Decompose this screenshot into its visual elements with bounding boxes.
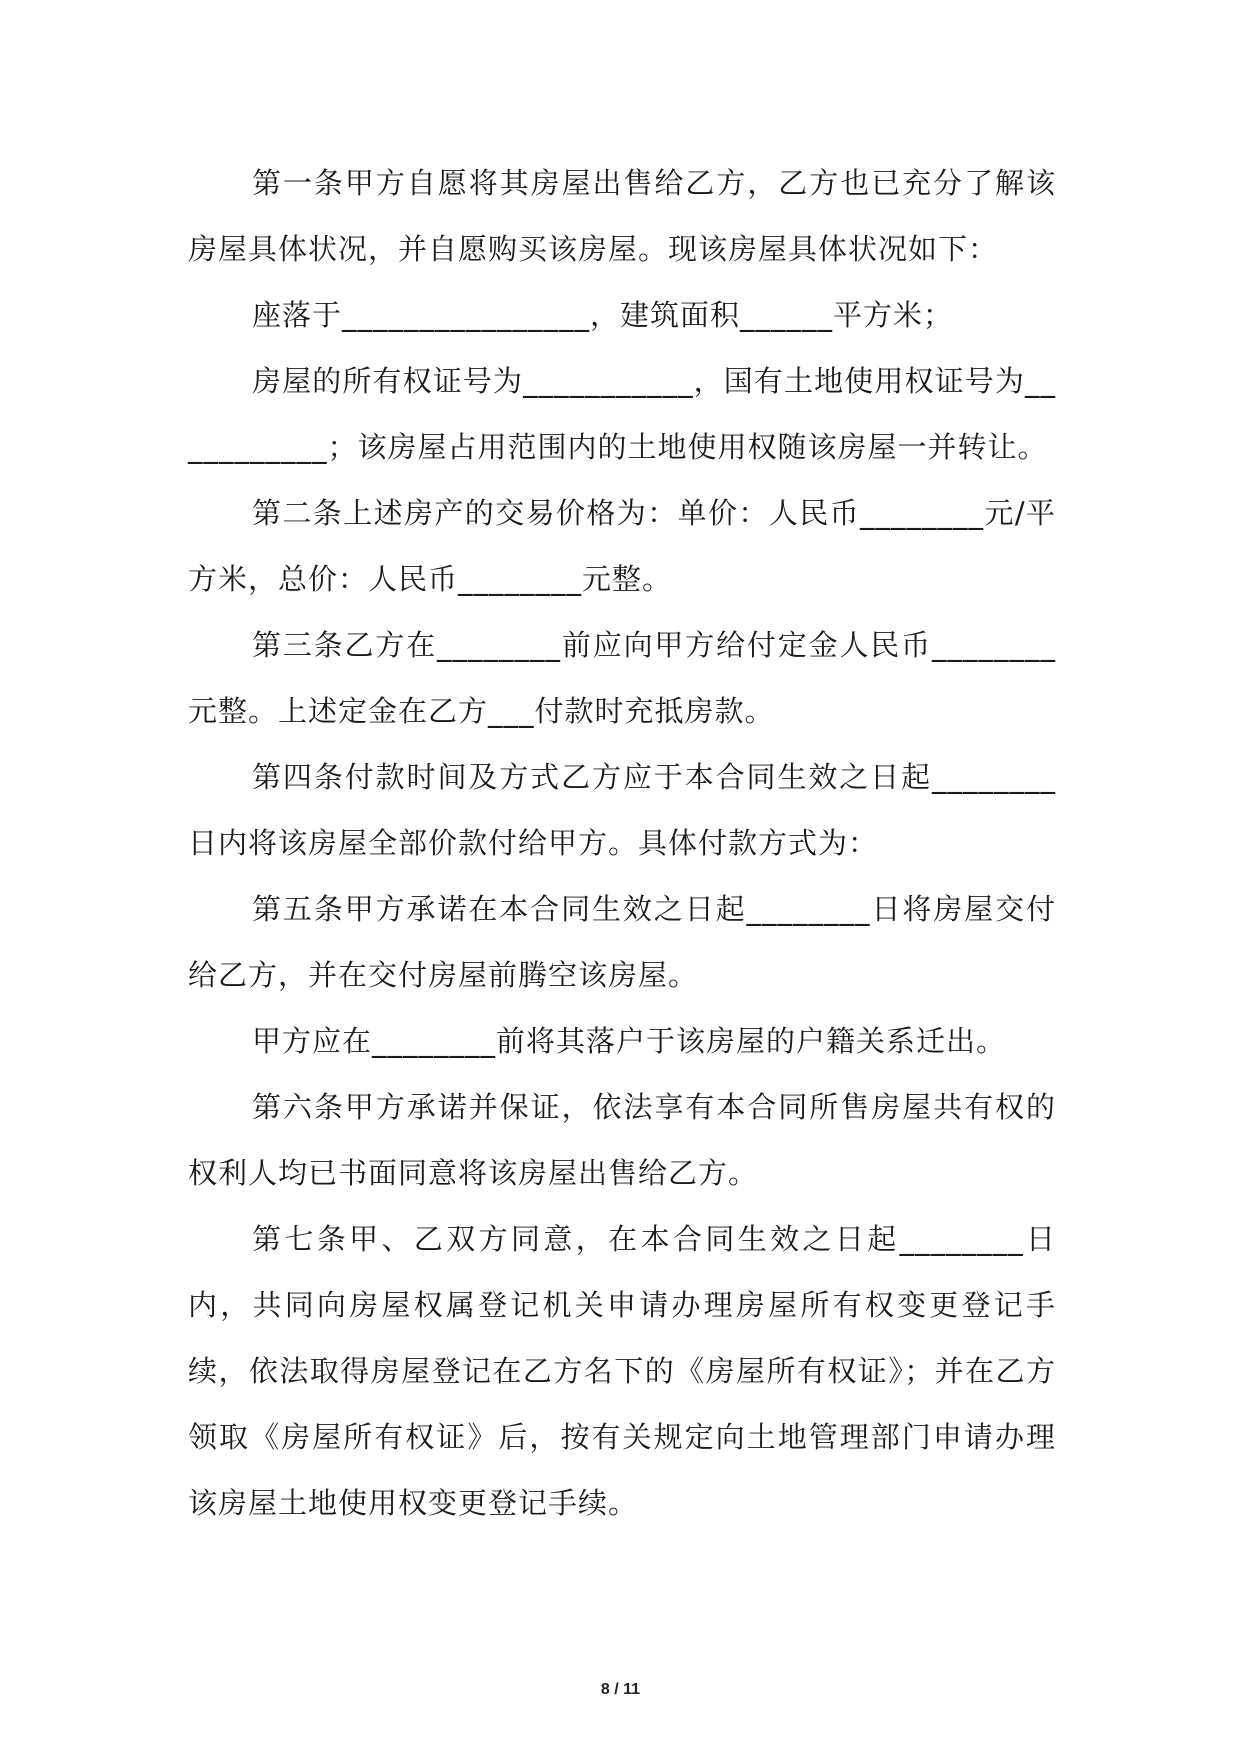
document-body	[188, 150, 1056, 1536]
clause-7-paragraph: 第七条甲、乙双方同意，在本合同生效之日起________日内，共同向房屋权属登记机关申请办理房屋所有权变更登记手续，依法取得房屋登记在乙方名下的《房屋所有权证》；并在乙方领取《房屋所有权证》后，按有关规定向土地管理部门申请办理该房屋土地使用权变更登记手续。	[188, 1222, 1056, 1520]
property-location-paragraph: 座落于________________，建筑面积______平方米；	[252, 298, 954, 332]
clause-1-paragraph: 第一条甲方自愿将其房屋出售给乙方，乙方也已充分了解该房屋具体状况，并自愿购买该房屋。现该房屋具体状况如下：	[188, 166, 1056, 266]
clause-3-paragraph: 第三条乙方在________前应向甲方给付定金人民币________元整。上述定金在乙方___付款时充抵房款。	[188, 628, 1056, 728]
page-number: 8 / 11	[600, 1681, 641, 1698]
certificate-number-paragraph: 房屋的所有权证号为___________，国有土地使用权证号为___________；该房屋占用范围内的土地使用权随该房屋一并转让。	[188, 364, 1056, 464]
clause-5-paragraph: 第五条甲方承诺在本合同生效之日起________日将房屋交付给乙方，并在交付房屋前腾空该房屋。	[188, 892, 1056, 992]
clause-2-paragraph: 第二条上述房产的交易价格为：单价：人民币________元/平方米，总价：人民币________元整。	[188, 496, 1056, 596]
clause-4-paragraph: 第四条付款时间及方式乙方应于本合同生效之日起________日内将该房屋全部价款付给甲方。具体付款方式为：	[188, 760, 1056, 860]
household-registration-paragraph: 甲方应在________前将其落户于该房屋的户籍关系迁出。	[252, 1024, 1007, 1058]
clause-6-paragraph: 第六条甲方承诺并保证，依法享有本合同所售房屋共有权的权利人均已书面同意将该房屋出售给乙方。	[188, 1090, 1056, 1190]
